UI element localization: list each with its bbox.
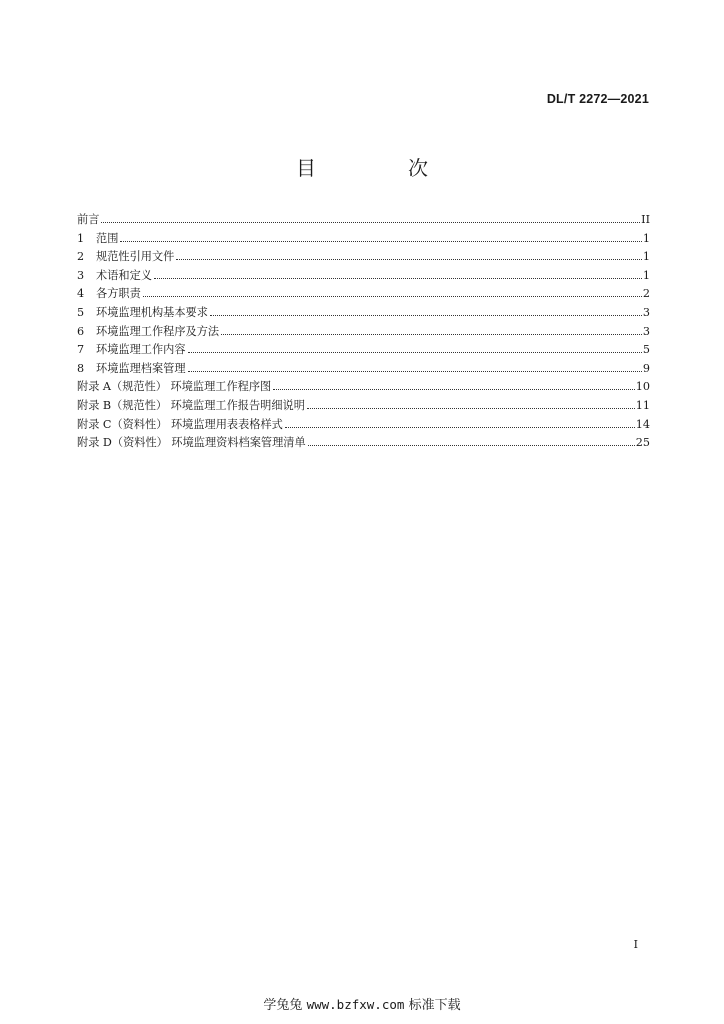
toc-page-number: 25	[635, 436, 650, 450]
toc-leader-dots	[101, 221, 640, 223]
toc-number: 4	[77, 287, 85, 301]
toc-item-3[interactable]	[77, 267, 650, 286]
watermark-name: 学兔兔	[263, 998, 303, 1013]
toc-item-appendix-a[interactable]	[77, 378, 650, 397]
toc-page-number: 2	[642, 287, 650, 301]
toc-leader-dots	[176, 258, 642, 260]
toc-item-appendix-d[interactable]	[77, 434, 650, 453]
toc-leader-dots	[210, 314, 642, 316]
toc-page-number: 1	[642, 231, 650, 245]
toc-item-1[interactable]	[77, 230, 650, 249]
toc-page-number: II	[641, 213, 650, 226]
toc-item-4[interactable]	[77, 285, 650, 304]
toc-leader-dots	[273, 388, 635, 390]
toc-page-number: 3	[642, 305, 650, 319]
toc-leader-dots	[188, 370, 642, 372]
page-number: I	[633, 938, 638, 951]
toc-item-appendix-b[interactable]	[77, 397, 650, 416]
toc-leader-dots	[308, 444, 635, 446]
toc-label: 附录 A（规范性） 环境监理工作程序图	[77, 380, 272, 394]
watermark	[0, 994, 724, 1013]
page-title: 目 次	[296, 156, 464, 180]
toc-page-number: 10	[635, 380, 650, 394]
toc-label: 环境监理工作程序及方法	[96, 324, 220, 338]
toc-page-number: 3	[642, 324, 650, 338]
toc-item-preface[interactable]	[77, 211, 650, 230]
toc-page-number: 1	[642, 268, 650, 282]
toc-page-number: 11	[635, 398, 650, 412]
toc-label: 附录 C（资料性） 环境监理用表表格样式	[77, 417, 283, 431]
toc-label: 术语和定义	[96, 268, 152, 282]
toc-page-number: 1	[642, 250, 650, 264]
toc-label: 各方职责	[96, 287, 141, 301]
toc-number: 6	[77, 324, 85, 338]
toc-number: 8	[77, 361, 85, 375]
toc-label: 附录 B（规范性） 环境监理工作报告明细说明	[77, 398, 305, 412]
toc-label: 环境监理机构基本要求	[96, 305, 208, 319]
watermark-suffix: 标准下载	[408, 998, 461, 1013]
toc-number: 7	[77, 343, 85, 357]
toc-label: 前言	[77, 213, 100, 226]
watermark-url[interactable]: www.bzfxw.com	[306, 997, 405, 1012]
toc-number: 1	[77, 231, 85, 245]
toc-label: 环境监理工作内容	[96, 343, 186, 357]
toc-number: 2	[77, 250, 85, 264]
toc-leader-dots	[143, 295, 642, 297]
toc-leader-dots	[307, 407, 635, 409]
toc-label: 范围	[96, 231, 119, 245]
toc-leader-dots	[188, 351, 642, 353]
toc-label: 附录 D（资料性） 环境监理资料档案管理清单	[77, 436, 306, 450]
toc-label: 环境监理档案管理	[96, 361, 186, 375]
toc-item-8[interactable]	[77, 360, 650, 379]
toc-page-number: 5	[642, 343, 650, 357]
toc-page-number: 9	[642, 361, 650, 375]
toc-item-appendix-c[interactable]	[77, 416, 650, 435]
toc-item-6[interactable]	[77, 323, 650, 342]
toc-number: 5	[77, 305, 85, 319]
standard-code: DL/T 2272—2021	[546, 92, 649, 106]
toc-page-number: 14	[635, 417, 650, 431]
table-of-contents	[77, 211, 650, 453]
toc-item-7[interactable]	[77, 341, 650, 360]
toc-item-2[interactable]	[77, 248, 650, 267]
toc-leader-dots	[154, 277, 642, 279]
toc-leader-dots	[285, 426, 635, 428]
toc-label: 规范性引用文件	[96, 250, 175, 264]
toc-leader-dots	[120, 240, 641, 242]
toc-leader-dots	[221, 333, 642, 335]
toc-number: 3	[77, 268, 85, 282]
toc-item-5[interactable]	[77, 304, 650, 323]
